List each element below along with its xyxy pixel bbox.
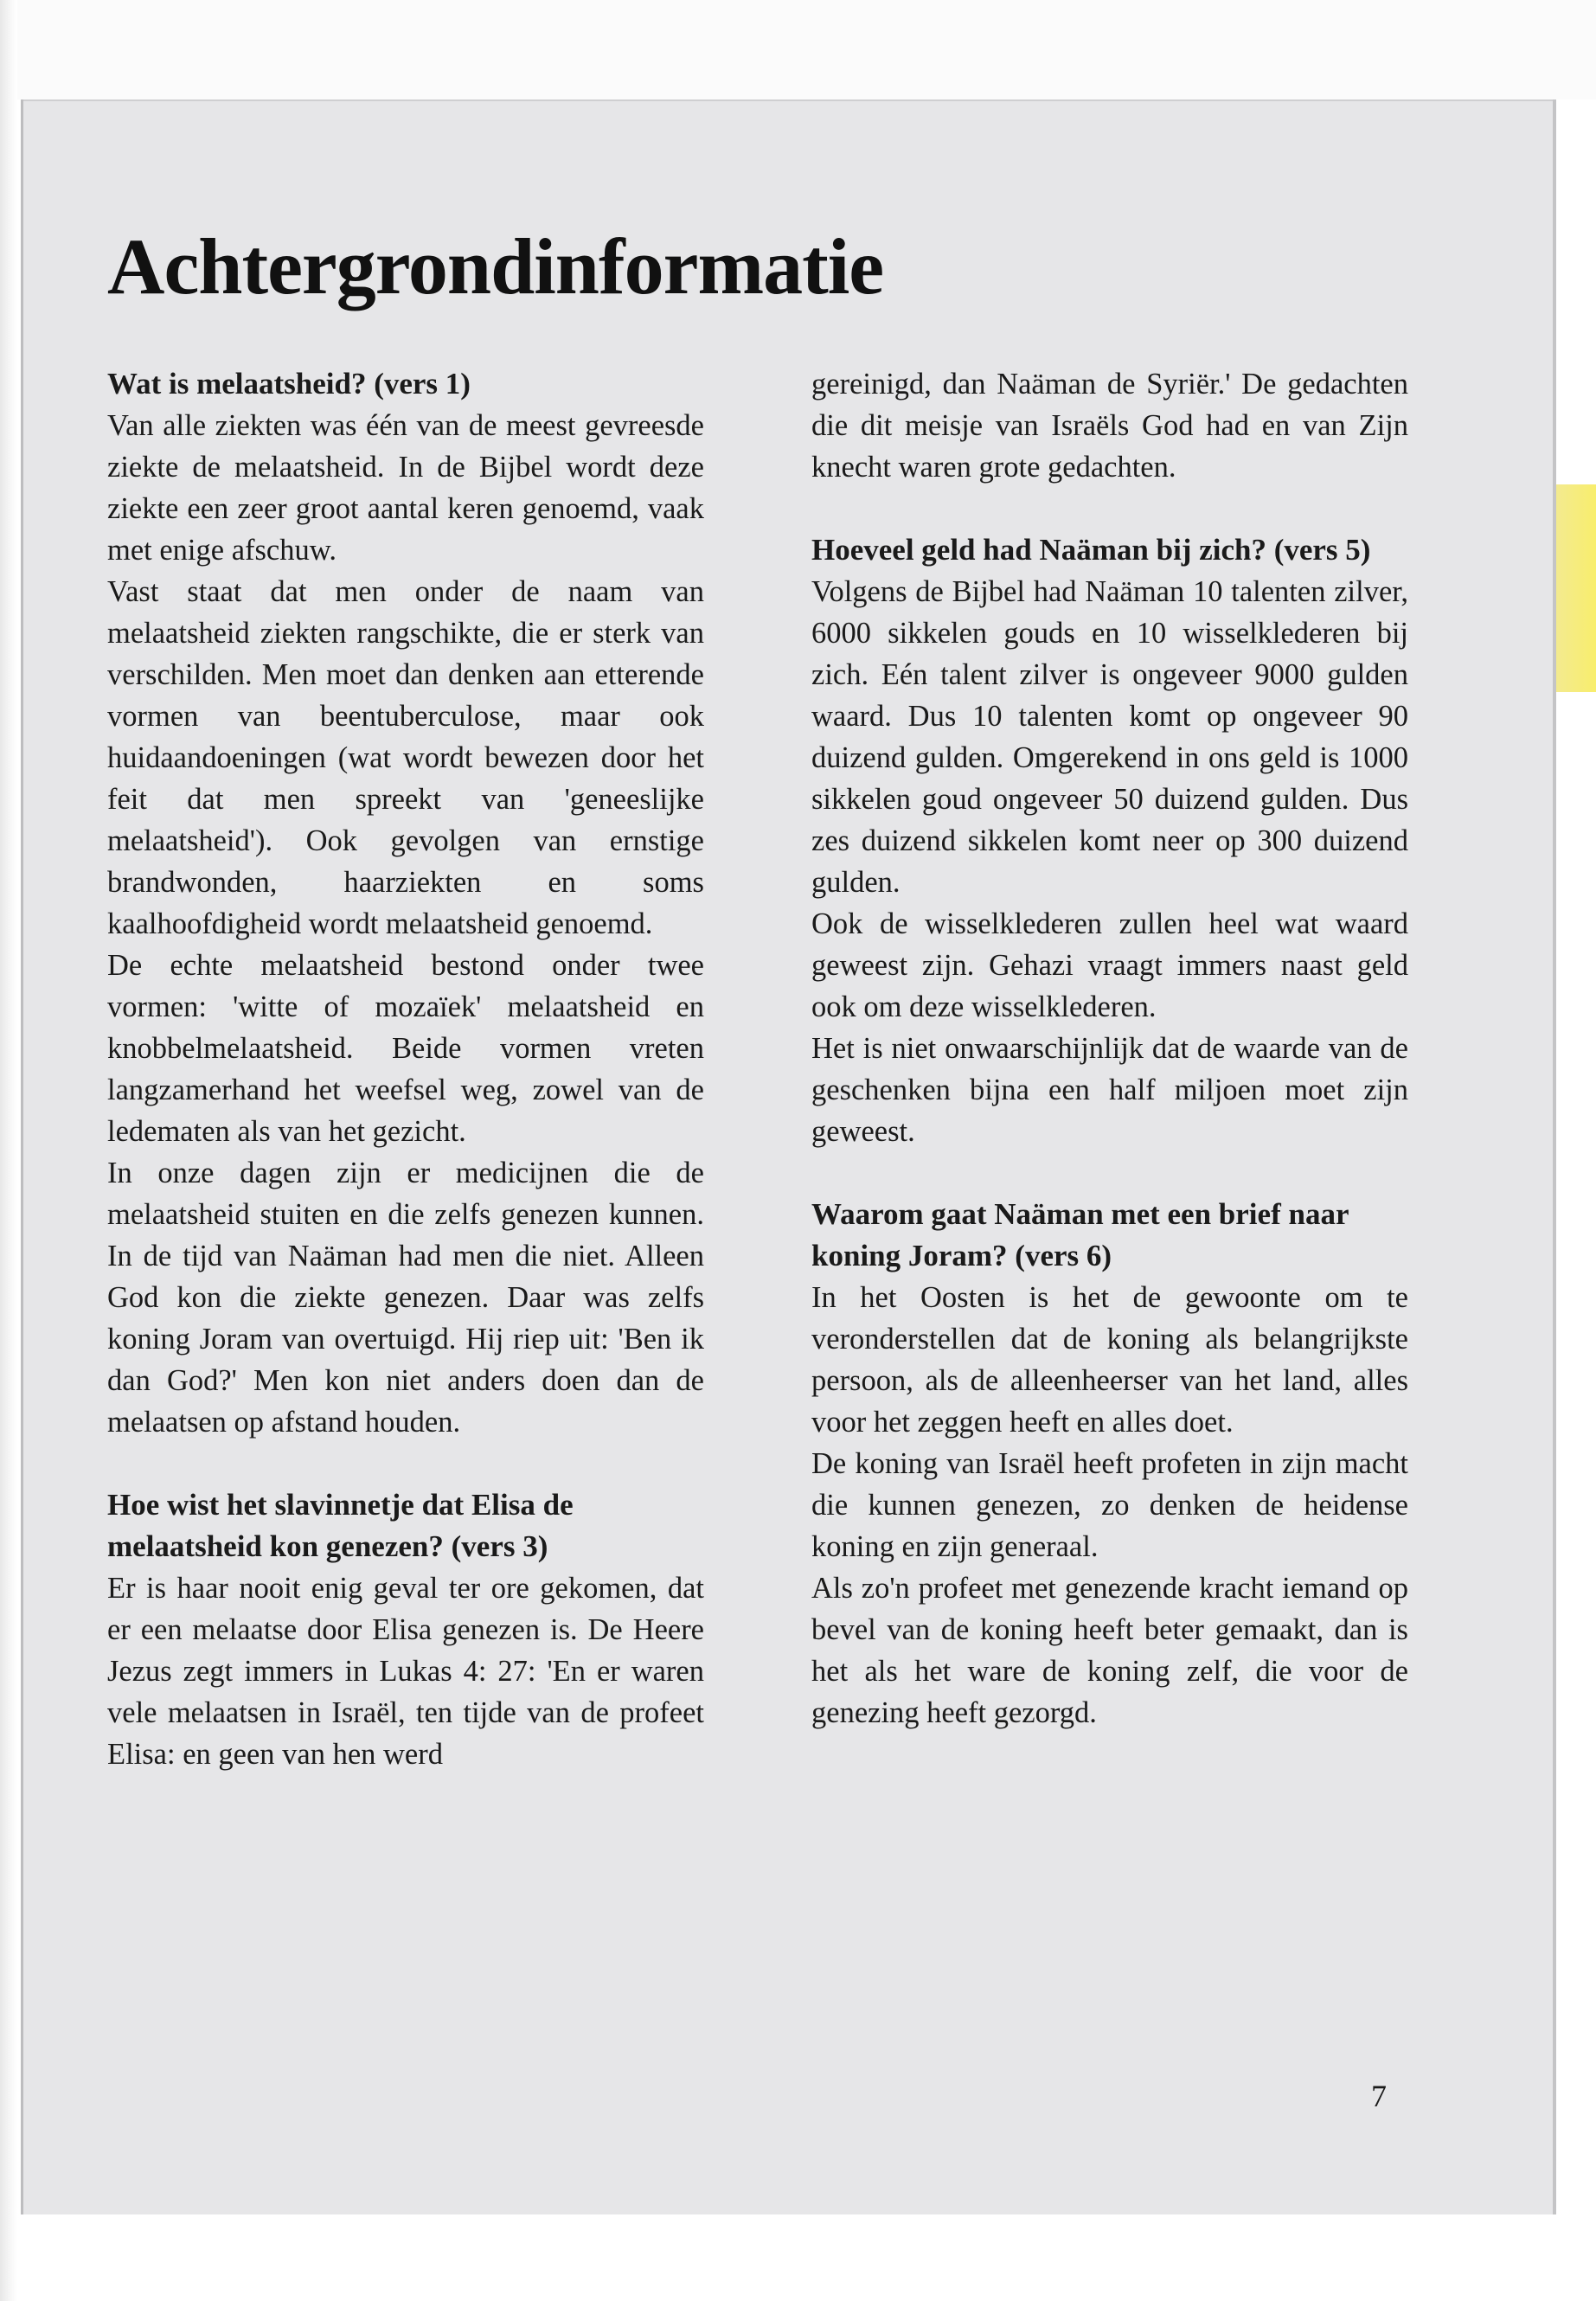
paragraph: In onze dagen zijn er medicijnen die de melaatsheid stuiten en die zelfs genezen kunnen. In de tijd van Naäman had men die niet. Alleen God kon die ziekte genezen. Daar was zelfs koning Joram van overtuigd. Hij riep uit: 'Ben ik dan God?' Men kon niet anders doen dan de melaatsen op afstand houden. <box>107 1157 704 1439</box>
paragraph: In het Oosten is het de gewoonte om te veronderstellen dat de koning als belangrijkste persoon, als de alleenheerser van het land, alles voor het zeggen heeft en alles doet. <box>811 1281 1408 1439</box>
page-number: 7 <box>1371 2079 1387 2113</box>
section-melaatsheid <box>107 363 704 1443</box>
paragraph: gereinigd, dan Naäman de Syriër.' De gedachten die dit meisje van Israëls God had en van Zijn knecht waren grote gedachten. <box>811 368 1408 484</box>
section-heading: Wat is melaatsheid? (vers 1) <box>107 367 471 401</box>
paragraph: Er is haar nooit enig geval ter ore gekomen, dat er een melaatse door Elisa genezen is. De Heere Jezus zegt immers in Lukas 4: 27: 'En er waren vele melaatsen in Israël, ten tijde van de profeet Elisa: en geen van hen werd <box>107 1572 704 1771</box>
section-heading: Waarom gaat Naäman met een brief naar koning Joram? (vers 6) <box>811 1197 1349 1272</box>
section-brief <box>811 1194 1408 1734</box>
paragraph: Het is niet onwaarschijnlijk dat de waarde van de geschenken bijna een half miljoen moet zijn geweest. <box>811 1032 1408 1148</box>
paragraph: Volgens de Bijbel had Naäman 10 talenten zilver, 6000 sikkelen gouds en 10 wisselklederen bij zich. Eén talent zilver is ongeveer 9000 gulden waard. Dus 10 talenten komt op ongeveer 90 duizend gulden. Omgerekend in ons geld is 1000 sikkelen goud ongeveer 50 duizend gulden. Dus zes duizend sikkelen komt neer op 300 duizend gulden. <box>811 575 1408 899</box>
paragraph: De echte melaatsheid bestond onder twee vormen: 'witte of mozaïek' melaatsheid en knobbelmelaatsheid. Beide vormen vreten langzamerhand het weefsel weg, zowel van de ledematen als van het gezicht. <box>107 949 704 1148</box>
left-column <box>107 363 704 1775</box>
section-geld <box>811 529 1408 1152</box>
scan-top-margin <box>17 0 1596 99</box>
page-title: Achtergrondinformatie <box>107 222 884 311</box>
scan-left-edge <box>0 0 17 2301</box>
paragraph: De koning van Israël heeft profeten in zijn macht die kunnen genezen, zo denken de heidense koning en zijn generaal. <box>811 1447 1408 1563</box>
page-right-edge <box>1553 99 1556 2214</box>
paragraph: Als zo'n profeet met genezende kracht iemand op bevel van de koning heeft beter gemaakt, dan is het als het ware de koning zelf, die voor de genezing heeft gezorgd. <box>811 1572 1408 1729</box>
paragraph: Vast staat dat men onder de naam van melaatsheid ziekten rangschikte, die er sterk van verschilden. Men moet dan denken aan etterende vormen van beentuberculose, maar ook huidaandoeningen (wat wordt bewezen door het feit dat men spreekt van 'geneeslijke melaatsheid'). Ook gevolgen van ernstige brandwonden, haarziekten en soms kaalhoofdigheid wordt melaatsheid genoemd. <box>107 575 704 940</box>
paragraph: Van alle ziekten was één van de meest gevreesde ziekte de melaatsheid. In de Bijbel wordt deze ziekte een zeer groot aantal keren genoemd, vaak met enige afschuw. <box>107 409 704 567</box>
section-heading: Hoeveel geld had Naäman bij zich? (vers 5) <box>811 533 1371 567</box>
paragraph: Ook de wisselklederen zullen heel wat waard geweest zijn. Gehazi vraagt immers naast geld ook om deze wisselklederen. <box>811 907 1408 1023</box>
section-slavinnetje <box>107 1484 704 1775</box>
section-heading: Hoe wist het slavinnetje dat Elisa de melaatsheid kon genezen? (vers 3) <box>107 1488 574 1563</box>
right-column <box>811 363 1408 1734</box>
yellow-page-tab <box>1556 484 1596 692</box>
section-continuation <box>811 363 1408 488</box>
